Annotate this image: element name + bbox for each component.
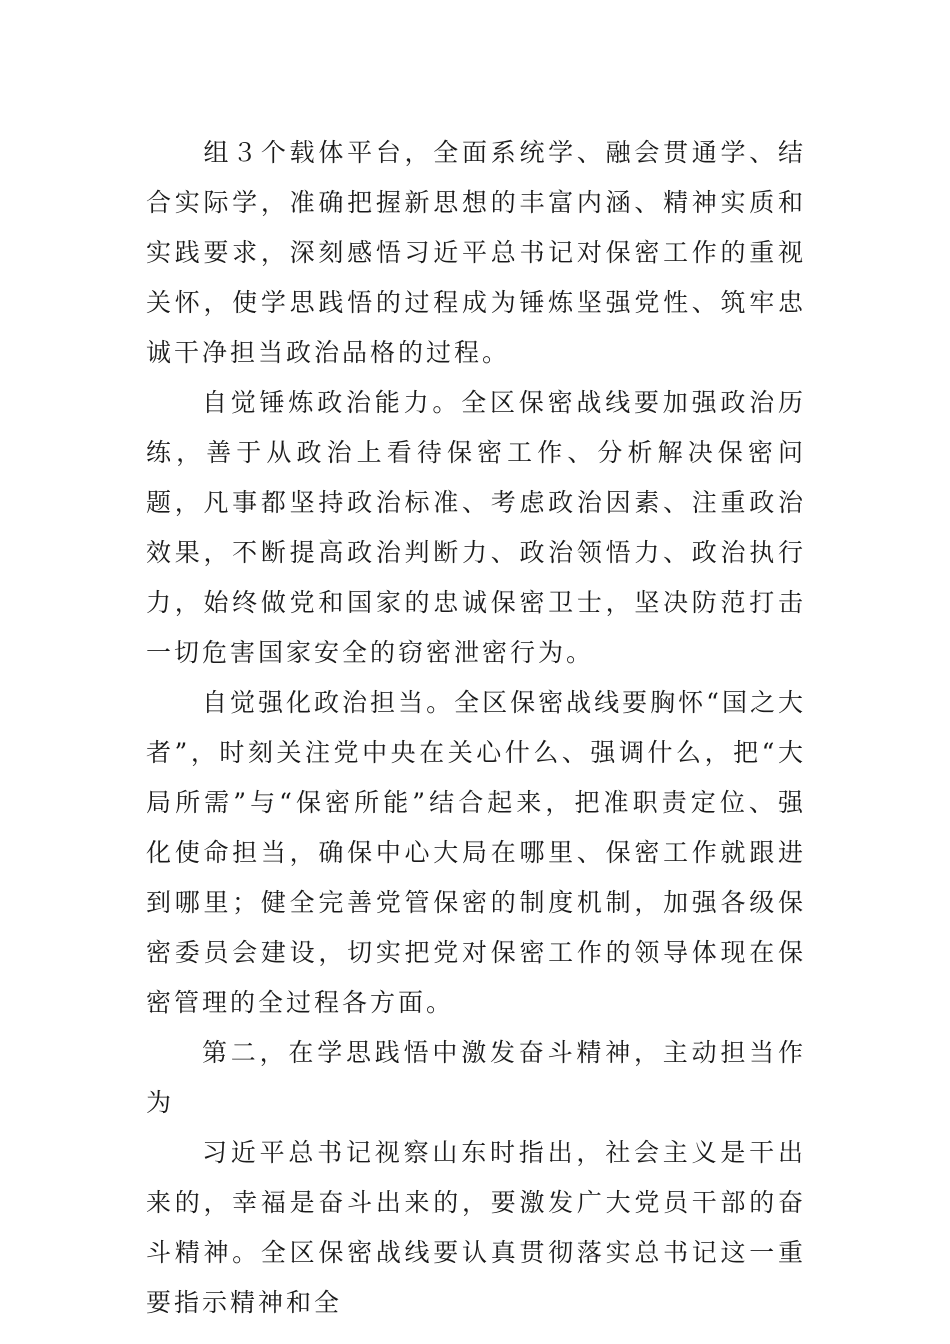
paragraph-struggle-spirit: 习近平总书记视察山东时指出，社会主义是干出来的，幸福是奋斗出来的，要激发广大党员干部的奋斗精神。全区保密战线要认真贯彻落实总书记这一重要指示精神和全 [146,1138,806,1317]
section-heading-second: 第二，在学思践悟中激发奋斗精神，主动担当作为 [146,1038,806,1117]
paragraph-continuation: 组３个载体平台，全面系统学、融会贯通学、结合实际学，准确把握新思想的丰富内涵、精神实质和实践要求，深刻感悟习近平总书记对保密工作的重视关怀，使学思践悟的过程成为锤炼坚强党性、筑牢忠诚干净担当政治品格的过程。 [146,138,806,367]
document-body [146,128,806,1328]
paragraph-political-ability: 自觉锤炼政治能力。全区保密战线要加强政治历练，善于从政治上看待保密工作、分析解决保密问题，凡事都坚持政治标准、考虑政治因素、注重政治效果，不断提高政治判断力、政治领悟力、政治执行力，始终做党和国家的忠诚保密卫士，坚决防范打击一切危害国家安全的窃密泄密行为。 [146,388,806,667]
paragraph-political-responsibility: 自觉强化政治担当。全区保密战线要胸怀“国之大者”，时刻关注党中央在关心什么、强调什么，把“大局所需”与“保密所能”结合起来，把准职责定位、强化使命担当，确保中心大局在哪里、保密工作就跟进到哪里；健全完善党管保密的制度机制，加强各级保密委员会建设，切实把党对保密工作的领导体现在保密管理的全过程各方面。 [146,688,806,1017]
